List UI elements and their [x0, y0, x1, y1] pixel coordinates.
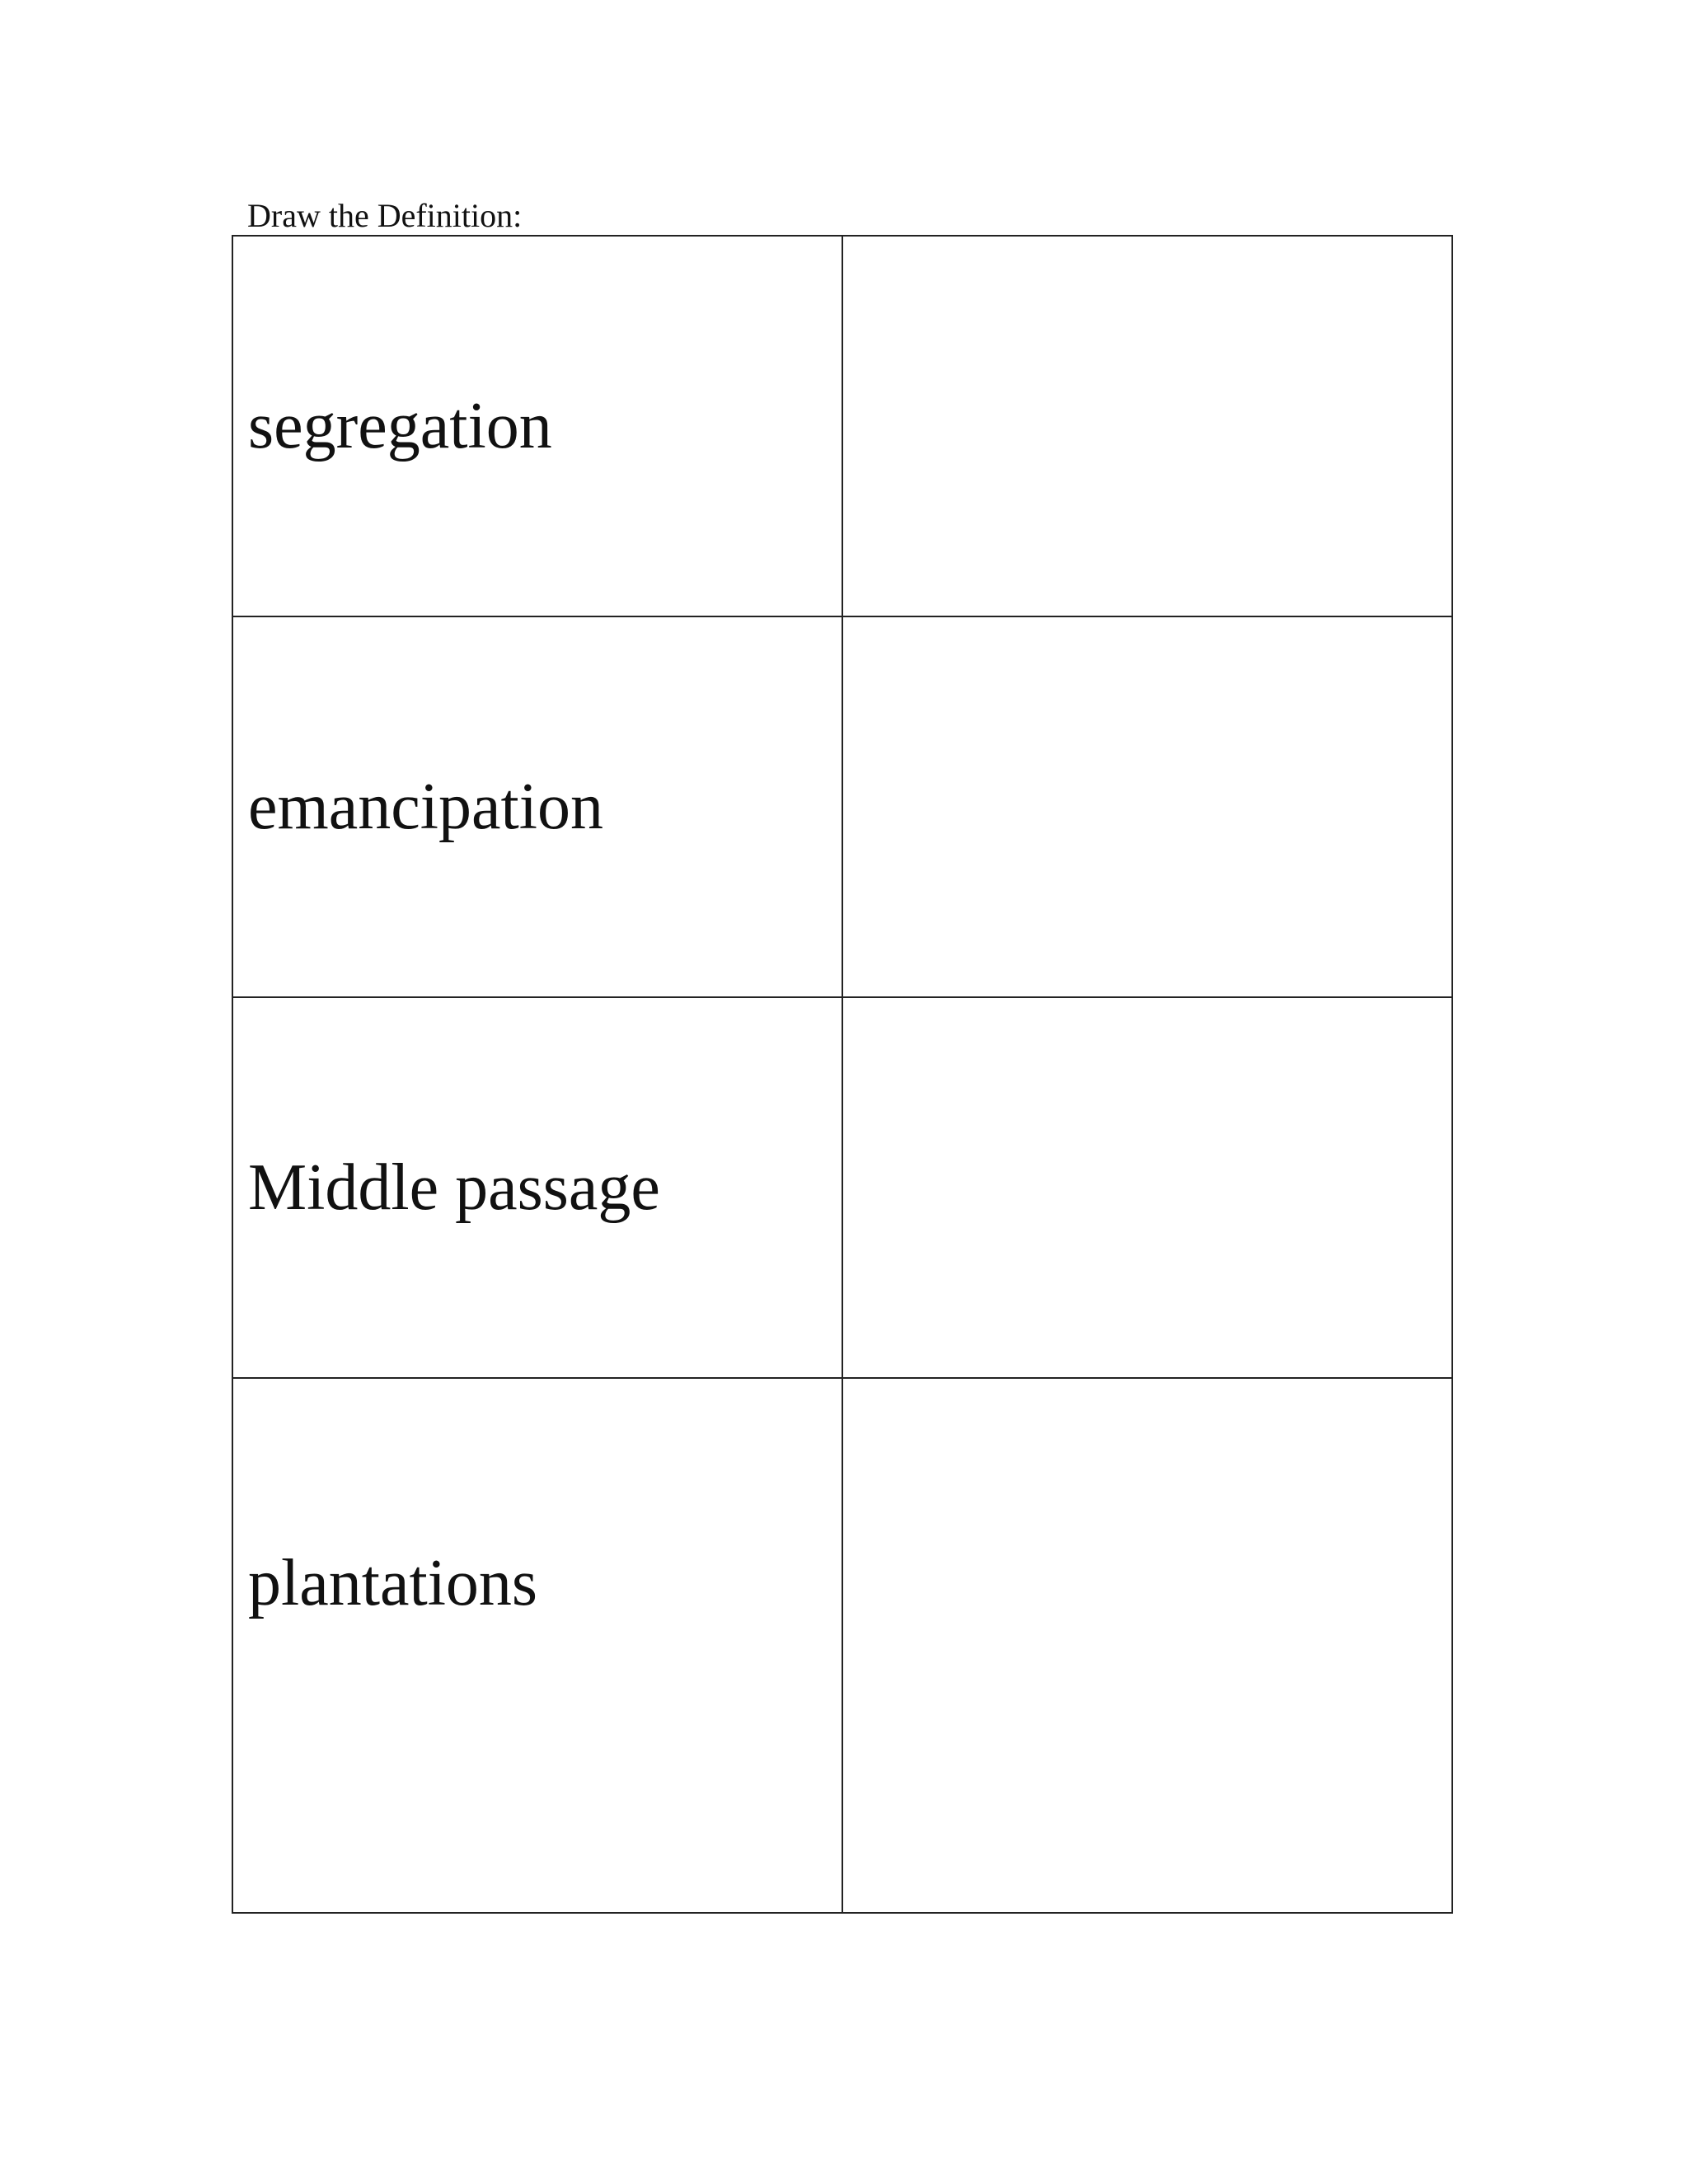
page-heading: Draw the Definition:	[247, 197, 523, 234]
term-cell	[232, 236, 842, 616]
term-label: Middle passage	[248, 1151, 660, 1224]
table-row	[232, 1378, 1452, 1913]
term-label: emancipation	[248, 771, 603, 843]
term-cell	[232, 997, 842, 1378]
drawing-cell	[842, 1378, 1452, 1913]
term-cell	[232, 1378, 842, 1913]
table-row	[232, 236, 1452, 616]
term-label: plantations	[248, 1546, 538, 1619]
drawing-cell	[842, 616, 1452, 997]
table-row	[232, 616, 1452, 997]
drawing-cell	[842, 236, 1452, 616]
term-cell	[232, 616, 842, 997]
term-label: segregation	[248, 390, 552, 462]
drawing-cell	[842, 997, 1452, 1378]
table-row	[232, 997, 1452, 1378]
draw-definition-table	[232, 235, 1453, 1914]
